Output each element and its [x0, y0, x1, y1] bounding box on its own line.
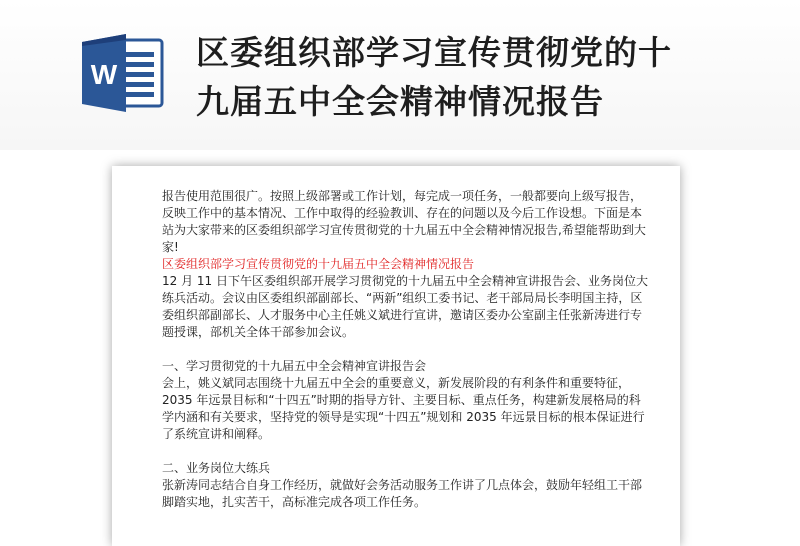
word-icon: [80, 32, 168, 114]
paragraph-gap: [162, 341, 652, 358]
intro-paragraph: 报告使用范围很广。按照上级部署或工作计划，每完成一项任务，一般都要向上级写报告，反映工作中的基本情况、工作中取得的经验教训、存在的问题以及今后工作设想。下面是本站为大家带来的区委组织部学习宣传贯彻党的十九届五中全会精神情况报告,希望能帮助到大家!: [162, 189, 646, 254]
section-2-body: 张新涛同志结合自身工作经历，就做好会务活动服务工作讲了几点体会，鼓励年轻组工干部脚踏实地，扎实苦干，高标准完成各项工作任务。: [162, 478, 643, 509]
section-2-heading: 二、业务岗位大练兵: [162, 461, 271, 475]
section-1-heading: 一、学习贯彻党的十九届五中全会精神宣讲报告会: [162, 359, 427, 373]
word-icon-letter: W: [90, 59, 118, 90]
document-content: [162, 188, 652, 511]
page-title: [196, 28, 776, 126]
page-title-line-1: 区委组织部学习宣传贯彻党的十: [196, 33, 672, 72]
section-1-body: 会上，姚义斌同志围绕十九届五中全会的重要意义，新发展阶段的有利条件和重要特征，2035 年远景目标和“十四五”时期的指导方针、主要目标、重点任务，构建新发展格局的科学内涵和有关要求，坚持党的领导是实现“十四五”规划和 2035 年远景目标的根本保证进行了系统宣讲和阐释。: [162, 376, 645, 441]
document-page: [112, 166, 680, 546]
header-banner: [0, 0, 800, 150]
paragraph-1: 12 月 11 日下午区委组织部开展学习贯彻党的十九届五中全会精神宣讲报告会、业务岗位大练兵活动。会议由区委组织部副部长、“两新”组织工委书记、老干部局局长李明国主持，区委组织部副部长、人才服务中心主任姚义斌进行宣讲，邀请区委办公室副主任张新涛进行专题授课，部机关全体干部参加会议。: [162, 274, 648, 339]
page-title-line-2: 九届五中全会精神情况报告: [196, 82, 604, 121]
paragraph-gap: [162, 443, 652, 460]
document-red-title: 区委组织部学习宣传贯彻党的十九届五中全会精神情况报告: [162, 257, 475, 271]
